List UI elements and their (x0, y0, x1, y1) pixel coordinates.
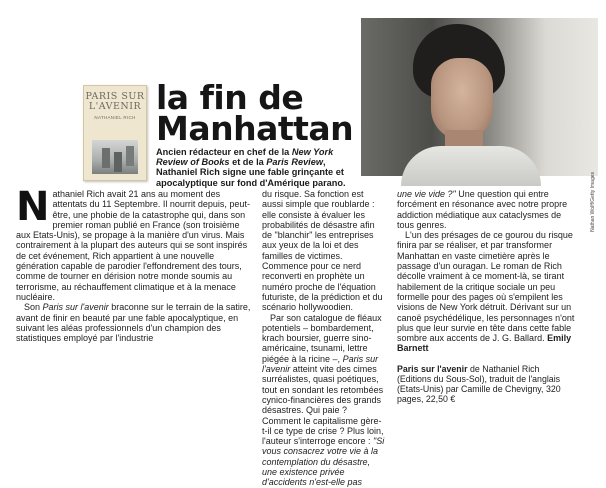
drop-cap: N (16, 184, 50, 230)
paragraph-text: du risque. Sa fonction est aussi simple que roublarde : elle consiste à évaluer les probabilités de désastre afin de "blanchir" les entreprises aux yeux de la loi et des familles de victimes. Commence pour ce nerd reconverti en prophète un numéro proche de l'équation futuriste, de la prédiction et du scénario hollywoodien. (262, 189, 383, 313)
paragraph (16, 302, 255, 343)
book-reference (397, 364, 575, 404)
standfirst-part: et de la (229, 157, 267, 168)
photo-shirt-shape (401, 146, 541, 186)
paragraph (262, 313, 387, 488)
paragraph-text: L'un des présages de ce gourou du risque finira par se réaliser, et par transformer Manhattan en vaste cimetière après le passage d'un ouragan. Le roman de Rich décolle vraiment à ce moment-là, se tirant habilement de la critique sociale un peu formelle pour des pages où s'empilent les visions de New York détruit. Dérivant sur un canoë psychédélique, les personnages n'ont plus que leur survie en tête dans cette fable sombre aux accents de J. G. Ballard. (397, 230, 575, 344)
article-standfirst (156, 147, 362, 188)
book-title-mention: Paris sur l'avenir (42, 302, 109, 313)
paragraph-text: braconne sur le terrain de la satire, avant de finir en beauté par une fable apocalyptique, en suivant les aléas professionnels d'un champion des statistiques employé par l'industrie (16, 302, 251, 344)
book-cover-title: PARIS SUR L'AVENIR (85, 91, 145, 112)
paragraph (262, 189, 387, 313)
standfirst-text (156, 147, 362, 188)
paragraph-text: athaniel Rich avait 21 ans au moment des attentats du 11 Septembre. Il nourrit depuis, peut-être, une phobie de la catastrophe qui, dans son premier roman publié en France (son troisième aux Etats-Unis), se propage à la manière d'un virus. Mais contrairement à la plupart des auteurs qui se sont inspirés de cet événement, Rich appartient à une nouvelle génération capable de parodier l'effondrement des tours, comme de tourner en dérision notre monde soumis au terrorisme, au réchauffement climatique et à la menace nucléaire. (16, 189, 250, 302)
article-column-3 (397, 189, 575, 404)
paragraph-text: Son (24, 302, 43, 313)
article-headline (156, 78, 356, 148)
article-column-2 (262, 189, 387, 488)
paragraph-text: atteint vite des cimes surréalistes, quasi poétiques, tout en sondant les retombées cynico-financières des grands désastres. Qui paie ? Comment le capitalisme gère-t-il ce type de crise ? Plus loin, l'auteur s'interroge encore : (262, 364, 384, 447)
book-reference-title: Paris sur l'avenir (397, 363, 468, 374)
standfirst-publication: New York Review of Books (156, 147, 334, 168)
author-signature: Emily Barnett (397, 333, 572, 354)
paragraph (16, 184, 255, 302)
book-cover-illustration (92, 140, 138, 174)
book-cover (83, 85, 147, 181)
photo-credit: Nathan Wolff/Getty Images (590, 172, 596, 232)
book-title-mention: Paris sur l'avenir (262, 353, 379, 375)
paragraph (397, 230, 575, 354)
headline-line-1: la fin de (156, 78, 304, 117)
book-cover-author: NATHANIEL RICH (94, 115, 136, 120)
quote-text: une vie vide ?" (397, 189, 456, 199)
standfirst-part: , Nathaniel Rich signe une fable grinçante et apocalyptique sur fond d'Amérique parano. (156, 157, 346, 188)
paragraph-text: Une question qui entre forcément en résonance avec notre propre addiction médiatique aux cataclysmes de tous genres. (397, 189, 568, 230)
headline-line-2: Manhattan (156, 109, 354, 148)
photo-face-shape (431, 58, 493, 140)
quote-text: "Si vous consacrez votre vie à la contemplation du désastre, une existence privée d'accidents n'est-elle pas (262, 436, 385, 488)
standfirst-part: Ancien rédacteur en chef de la (156, 147, 292, 157)
standfirst-publication: Paris Review (266, 157, 323, 168)
article-column-1 (16, 184, 255, 344)
book-reference-details: de Nathaniel Rich (Editions du Sous-Sol), traduit de l'anglais (Etats-Unis) par Camille de Chevigny, 320 pages, 22,50 € (397, 363, 561, 404)
paragraph-text: Par son catalogue de fléaux potentiels – bombardement, krach boursier, guerre sino-américaine, tsunami, lettre piégée à la ricine –, (262, 312, 382, 364)
paragraph (397, 189, 575, 230)
